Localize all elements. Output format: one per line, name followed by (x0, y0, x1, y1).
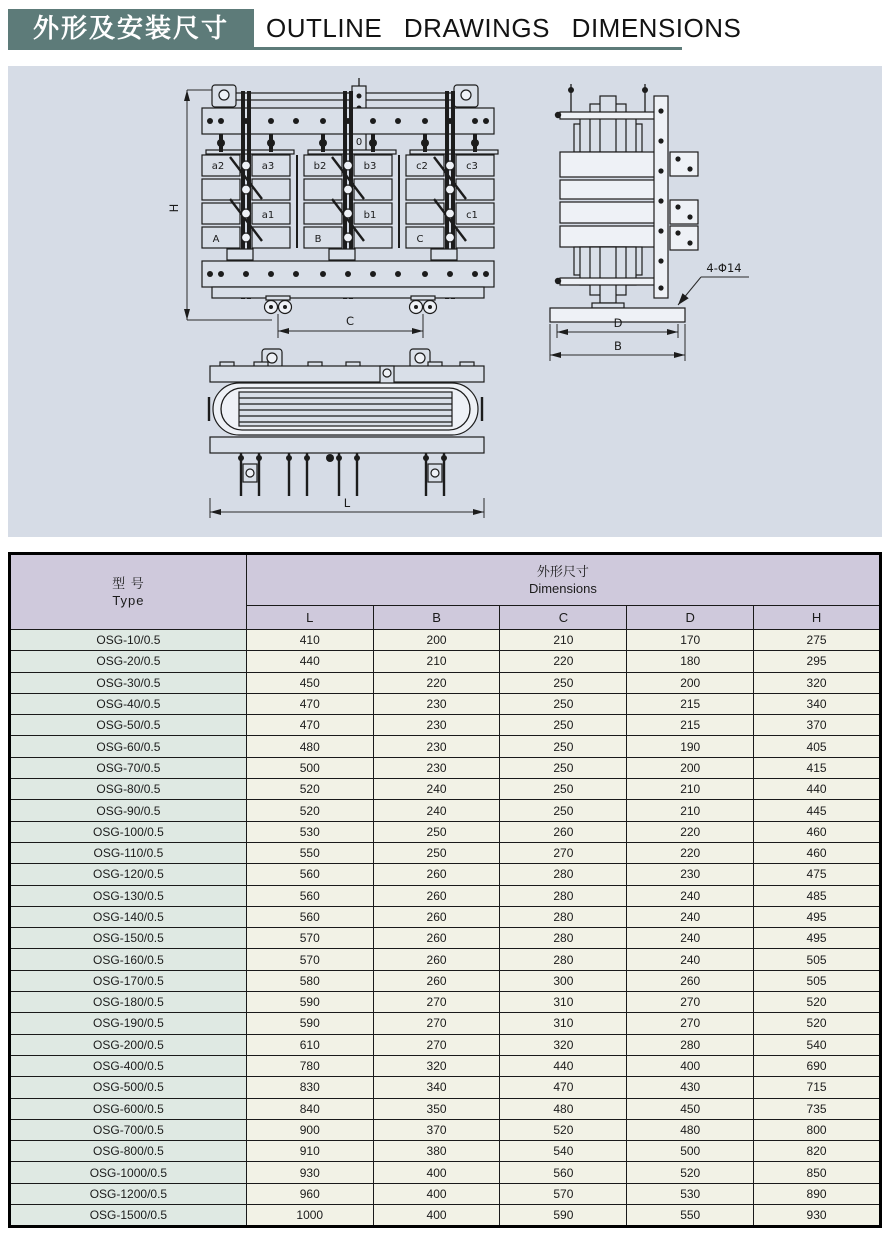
value-cell: 820 (754, 1141, 881, 1162)
title-underline (8, 47, 682, 50)
table-row (10, 906, 881, 927)
value-cell: 480 (246, 736, 373, 757)
value-cell: 440 (246, 651, 373, 672)
table-row (10, 672, 881, 693)
value-cell: 275 (754, 630, 881, 651)
type-cell: OSG-30/0.5 (10, 672, 247, 693)
value-cell: 280 (627, 1034, 754, 1055)
terminal-pads (670, 152, 698, 250)
value-cell: 220 (627, 842, 754, 863)
value-cell: 180 (627, 651, 754, 672)
value-cell: 590 (246, 992, 373, 1013)
type-cell: OSG-140/0.5 (10, 906, 247, 927)
outline-drawing (8, 66, 882, 537)
value-cell: 520 (500, 1119, 627, 1140)
table-row (10, 1183, 881, 1204)
value-cell: 500 (246, 757, 373, 778)
value-cell: 560 (246, 885, 373, 906)
value-cell: 190 (627, 736, 754, 757)
table-row (10, 928, 881, 949)
value-cell: 850 (754, 1162, 881, 1183)
value-cell: 400 (373, 1205, 500, 1227)
value-cell: 250 (500, 672, 627, 693)
value-cell: 445 (754, 800, 881, 821)
value-cell: 580 (246, 970, 373, 991)
column-header: L (246, 606, 373, 630)
value-cell: 550 (246, 842, 373, 863)
value-cell: 260 (373, 864, 500, 885)
value-cell: 310 (500, 992, 627, 1013)
value-cell: 250 (500, 715, 627, 736)
table-row (10, 842, 881, 863)
terminal-label: a3 (261, 161, 275, 172)
value-cell: 250 (500, 779, 627, 800)
type-cell: OSG-70/0.5 (10, 757, 247, 778)
dimensions-group-header (246, 554, 880, 606)
value-cell: 260 (373, 906, 500, 927)
value-cell: 230 (373, 757, 500, 778)
type-cell: OSG-90/0.5 (10, 800, 247, 821)
outline-drawing-panel (8, 66, 882, 537)
dims-header-en: Dimensions (528, 581, 597, 596)
table-row (10, 715, 881, 736)
value-cell: 405 (754, 736, 881, 757)
terminal-label: c3 (466, 161, 478, 172)
value-cell: 480 (627, 1119, 754, 1140)
phase-label: A (212, 234, 220, 245)
table-row (10, 1205, 881, 1227)
table-body (10, 630, 881, 1227)
value-cell: 570 (246, 928, 373, 949)
value-cell: 220 (373, 672, 500, 693)
value-cell: 520 (246, 779, 373, 800)
value-cell: 415 (754, 757, 881, 778)
dim-label-b: B (614, 339, 622, 353)
value-cell: 550 (627, 1205, 754, 1227)
value-cell: 960 (246, 1183, 373, 1204)
value-cell: 520 (754, 1013, 881, 1034)
value-cell: 780 (246, 1055, 373, 1076)
table-row (10, 1119, 881, 1140)
value-cell: 400 (373, 1183, 500, 1204)
table-row (10, 949, 881, 970)
value-cell: 230 (373, 736, 500, 757)
value-cell: 270 (373, 1034, 500, 1055)
table-row (10, 821, 881, 842)
type-cell: OSG-60/0.5 (10, 736, 247, 757)
value-cell: 250 (500, 800, 627, 821)
value-cell: 250 (500, 757, 627, 778)
hole-note: 4-Φ14 (706, 261, 742, 275)
value-cell: 270 (373, 1013, 500, 1034)
type-cell: OSG-110/0.5 (10, 842, 247, 863)
value-cell: 280 (500, 885, 627, 906)
value-cell: 410 (246, 630, 373, 651)
table-row (10, 1162, 881, 1183)
value-cell: 480 (500, 1098, 627, 1119)
value-cell: 240 (373, 779, 500, 800)
value-cell: 200 (627, 672, 754, 693)
value-cell: 215 (627, 693, 754, 714)
side-view (550, 84, 749, 361)
page-title-en: OUTLINE DRAWINGS DIMENSIONS (266, 13, 742, 43)
dims-header-zh: 外形尺寸 (536, 564, 589, 579)
type-cell: OSG-50/0.5 (10, 715, 247, 736)
value-cell: 250 (500, 736, 627, 757)
value-cell: 450 (246, 672, 373, 693)
value-cell: 440 (754, 779, 881, 800)
terminal-label: c1 (466, 210, 478, 221)
value-cell: 400 (373, 1162, 500, 1183)
table-row (10, 1034, 881, 1055)
top-view (209, 349, 484, 518)
table-row (10, 1141, 881, 1162)
value-cell: 570 (246, 949, 373, 970)
type-cell: OSG-150/0.5 (10, 928, 247, 949)
value-cell: 340 (754, 693, 881, 714)
value-cell: 400 (627, 1055, 754, 1076)
table-row (10, 693, 881, 714)
value-cell: 495 (754, 906, 881, 927)
type-cell: OSG-40/0.5 (10, 693, 247, 714)
value-cell: 240 (627, 906, 754, 927)
value-cell: 280 (500, 864, 627, 885)
value-cell: 520 (627, 1162, 754, 1183)
value-cell: 280 (500, 949, 627, 970)
value-cell: 505 (754, 970, 881, 991)
value-cell: 470 (246, 693, 373, 714)
value-cell: 260 (500, 821, 627, 842)
value-cell: 520 (246, 800, 373, 821)
phase-label: B (314, 234, 322, 245)
table-row (10, 651, 881, 672)
value-cell: 560 (246, 906, 373, 927)
table-row (10, 757, 881, 778)
type-cell: OSG-170/0.5 (10, 970, 247, 991)
legs (238, 453, 447, 496)
table-row (10, 736, 881, 757)
value-cell: 270 (500, 842, 627, 863)
value-cell: 230 (373, 715, 500, 736)
table-row (10, 1098, 881, 1119)
value-cell: 930 (754, 1205, 881, 1227)
value-cell: 260 (373, 949, 500, 970)
table-row (10, 630, 881, 651)
type-cell: OSG-1200/0.5 (10, 1183, 247, 1204)
value-cell: 260 (373, 970, 500, 991)
value-cell: 495 (754, 928, 881, 949)
value-cell: 220 (500, 651, 627, 672)
type-cell: OSG-120/0.5 (10, 864, 247, 885)
terminal-label: b3 (363, 161, 377, 172)
value-cell: 570 (500, 1183, 627, 1204)
type-cell: OSG-190/0.5 (10, 1013, 247, 1034)
type-cell: OSG-160/0.5 (10, 949, 247, 970)
value-cell: 240 (627, 949, 754, 970)
terminal-label: b1 (363, 210, 377, 221)
value-cell: 540 (500, 1141, 627, 1162)
table-row (10, 779, 881, 800)
type-column-header (10, 554, 247, 630)
value-cell: 240 (627, 885, 754, 906)
value-cell: 910 (246, 1141, 373, 1162)
value-cell: 240 (627, 928, 754, 949)
dim-label-h: H (167, 203, 181, 213)
value-cell: 295 (754, 651, 881, 672)
value-cell: 1000 (246, 1205, 373, 1227)
type-cell: OSG-180/0.5 (10, 992, 247, 1013)
type-cell: OSG-500/0.5 (10, 1077, 247, 1098)
type-cell: OSG-1500/0.5 (10, 1205, 247, 1227)
type-cell: OSG-10/0.5 (10, 630, 247, 651)
type-cell: OSG-600/0.5 (10, 1098, 247, 1119)
type-cell: OSG-130/0.5 (10, 885, 247, 906)
value-cell: 210 (627, 800, 754, 821)
table-row (10, 1013, 881, 1034)
type-cell: OSG-800/0.5 (10, 1141, 247, 1162)
phase-label: C (416, 234, 424, 245)
value-cell: 840 (246, 1098, 373, 1119)
table-row (10, 1077, 881, 1098)
value-cell: 735 (754, 1098, 881, 1119)
table-row (10, 992, 881, 1013)
table-row (10, 800, 881, 821)
column-header: B (373, 606, 500, 630)
value-cell: 460 (754, 821, 881, 842)
table-row (10, 1055, 881, 1076)
value-cell: 460 (754, 842, 881, 863)
dim-label-c: C (345, 314, 355, 328)
value-cell: 280 (500, 906, 627, 927)
value-cell: 200 (627, 757, 754, 778)
value-cell: 340 (373, 1077, 500, 1098)
value-cell: 310 (500, 1013, 627, 1034)
value-cell: 320 (373, 1055, 500, 1076)
type-cell: OSG-20/0.5 (10, 651, 247, 672)
value-cell: 430 (627, 1077, 754, 1098)
value-cell: 830 (246, 1077, 373, 1098)
terminal-label: c2 (416, 161, 428, 172)
value-cell: 715 (754, 1077, 881, 1098)
value-cell: 260 (627, 970, 754, 991)
value-cell: 520 (754, 992, 881, 1013)
value-cell: 280 (500, 928, 627, 949)
value-cell: 260 (373, 885, 500, 906)
neutral-terminal-label: 0 (355, 137, 363, 148)
value-cell: 210 (627, 779, 754, 800)
table-row (10, 970, 881, 991)
page-header (8, 9, 882, 53)
value-cell: 475 (754, 864, 881, 885)
page-title-zh: 外形及安装尺寸 (8, 9, 254, 47)
value-cell: 900 (246, 1119, 373, 1140)
value-cell: 210 (500, 630, 627, 651)
type-cell: OSG-80/0.5 (10, 779, 247, 800)
type-cell: OSG-200/0.5 (10, 1034, 247, 1055)
value-cell: 220 (627, 821, 754, 842)
type-cell: OSG-700/0.5 (10, 1119, 247, 1140)
value-cell: 540 (754, 1034, 881, 1055)
value-cell: 320 (500, 1034, 627, 1055)
value-cell: 200 (373, 630, 500, 651)
dim-label-d: D (613, 316, 623, 330)
value-cell: 210 (373, 651, 500, 672)
table-row (10, 864, 881, 885)
value-cell: 470 (500, 1077, 627, 1098)
value-cell: 370 (754, 715, 881, 736)
value-cell: 230 (627, 864, 754, 885)
value-cell: 320 (754, 672, 881, 693)
type-header-en: Type (112, 593, 145, 608)
terminal-label: a2 (211, 161, 225, 172)
type-cell: OSG-400/0.5 (10, 1055, 247, 1076)
value-cell: 485 (754, 885, 881, 906)
value-cell: 690 (754, 1055, 881, 1076)
value-cell: 270 (627, 1013, 754, 1034)
value-cell: 530 (246, 821, 373, 842)
column-header: D (627, 606, 754, 630)
value-cell: 590 (500, 1205, 627, 1227)
terminal-label: a1 (261, 210, 275, 221)
value-cell: 560 (500, 1162, 627, 1183)
terminal-label: b2 (313, 161, 327, 172)
value-cell: 610 (246, 1034, 373, 1055)
value-cell: 250 (373, 842, 500, 863)
value-cell: 560 (246, 864, 373, 885)
dim-label-l: L (343, 496, 351, 510)
column-header: C (500, 606, 627, 630)
type-cell: OSG-100/0.5 (10, 821, 247, 842)
table-row (10, 885, 881, 906)
type-header-zh: 型 号 (112, 576, 145, 591)
value-cell: 250 (373, 821, 500, 842)
value-cell: 350 (373, 1098, 500, 1119)
value-cell: 505 (754, 949, 881, 970)
value-cell: 380 (373, 1141, 500, 1162)
value-cell: 890 (754, 1183, 881, 1204)
value-cell: 470 (246, 715, 373, 736)
value-cell: 270 (627, 992, 754, 1013)
value-cell: 230 (373, 693, 500, 714)
type-cell: OSG-1000/0.5 (10, 1162, 247, 1183)
front-view (167, 78, 498, 338)
value-cell: 300 (500, 970, 627, 991)
value-cell: 590 (246, 1013, 373, 1034)
value-cell: 370 (373, 1119, 500, 1140)
value-cell: 260 (373, 928, 500, 949)
value-cell: 500 (627, 1141, 754, 1162)
value-cell: 440 (500, 1055, 627, 1076)
value-cell: 270 (373, 992, 500, 1013)
value-cell: 930 (246, 1162, 373, 1183)
value-cell: 240 (373, 800, 500, 821)
dimensions-table (8, 552, 882, 1228)
value-cell: 170 (627, 630, 754, 651)
column-header: H (754, 606, 881, 630)
value-cell: 250 (500, 693, 627, 714)
value-cell: 215 (627, 715, 754, 736)
value-cell: 800 (754, 1119, 881, 1140)
value-cell: 530 (627, 1183, 754, 1204)
value-cell: 450 (627, 1098, 754, 1119)
